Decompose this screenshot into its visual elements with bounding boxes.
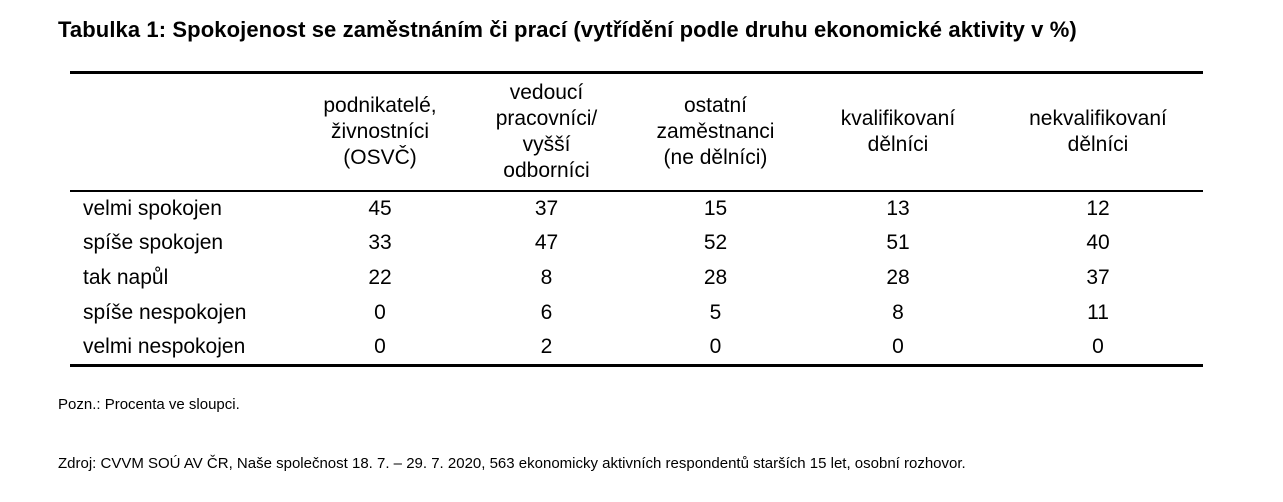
table-cell: 28 xyxy=(703,266,728,289)
column-header-nekvalifikovani: nekvalifikovaní dělníci xyxy=(993,73,1203,191)
table-cell: 0 xyxy=(628,331,803,366)
table-cell: 45 xyxy=(368,196,392,220)
table-cell: 11 xyxy=(1087,301,1109,324)
table-cell: 6 xyxy=(540,301,553,324)
table-cell: 37 xyxy=(534,196,559,220)
row-label: spíše nespokojen xyxy=(83,301,247,324)
table-cell: 15 xyxy=(703,196,728,220)
table-source: Zdroj: CVVM SOÚ AV ČR, Naše společnost 18. 7. – 29. 7. 2020, 563 ekonomicky aktivních respondentů starších 15 let, osobní rozhovor. xyxy=(58,455,966,472)
table-cell: 0 xyxy=(803,331,993,366)
row-label: velmi spokojen xyxy=(83,196,222,220)
table-note: Pozn.: Procenta ve sloupci. xyxy=(58,396,240,413)
table-cell: 2 xyxy=(465,331,628,366)
column-header-osvc: podnikatelé, živnostníci (OSVČ) xyxy=(295,73,465,191)
table-title: Tabulka 1: Spokojenost se zaměstnáním či prací (vytřídění podle druhu ekonomické aktivity v %) xyxy=(58,17,1077,42)
table-cell: 0 xyxy=(374,301,386,324)
satisfaction-table xyxy=(70,71,1203,367)
table-row xyxy=(70,261,1203,296)
column-header-vedouci: vedoucí pracovníci/ vyšší odborníci xyxy=(465,73,628,191)
row-label: velmi nespokojen xyxy=(70,331,295,366)
table-row xyxy=(70,296,1203,331)
table-cell: 28 xyxy=(886,266,910,289)
column-header-kvalifikovani: kvalifikovaní dělníci xyxy=(803,73,993,191)
table-cell: 37 xyxy=(1086,266,1110,289)
row-label: spíše spokojen xyxy=(83,231,224,254)
table-cell: 0 xyxy=(295,331,465,366)
table-cell: 51 xyxy=(886,231,910,254)
header-row xyxy=(70,73,1203,191)
column-header-ostatni: ostatní zaměstnanci (ne dělníci) xyxy=(628,73,803,191)
table-cell: 40 xyxy=(1086,231,1110,254)
table-cell: 0 xyxy=(993,331,1203,366)
table-cell: 8 xyxy=(540,266,553,289)
table-cell: 8 xyxy=(892,301,904,324)
table-cell: 13 xyxy=(886,196,910,220)
table-cell: 12 xyxy=(1086,196,1110,220)
table-row xyxy=(70,226,1203,261)
table-row xyxy=(70,191,1203,226)
table-cell: 5 xyxy=(709,301,722,324)
table-cell: 52 xyxy=(703,231,728,254)
table-cell: 47 xyxy=(534,231,559,254)
row-label: tak napůl xyxy=(83,266,169,289)
header-corner xyxy=(70,73,295,191)
table-cell: 33 xyxy=(368,231,392,254)
table-row xyxy=(70,331,1203,366)
table-cell: 22 xyxy=(368,266,392,289)
